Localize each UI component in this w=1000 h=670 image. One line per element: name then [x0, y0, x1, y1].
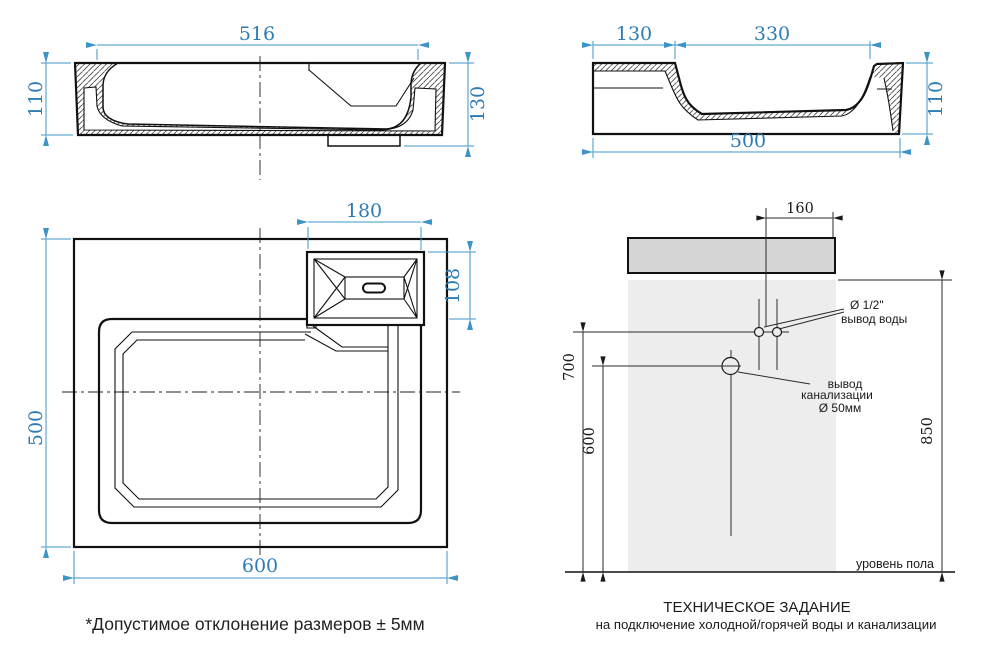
side-dim-height [902, 63, 947, 134]
plan-dim-faucet-width-value: 180 [345, 200, 383, 222]
install-water-outlet-left [755, 328, 764, 337]
install-dim-water-height-value: 700 [562, 353, 578, 381]
install-label-drain-diameter: Ø 50мм [818, 401, 862, 415]
install-dim-drain-height-value: 600 [582, 427, 598, 455]
side-dim-bowl [675, 23, 870, 59]
install-dim-faucet-offset-value: 160 [786, 201, 814, 217]
side-dim-height-value: 110 [925, 80, 947, 118]
front-dim-height-left [25, 63, 73, 135]
front-drain-boss [328, 135, 400, 146]
front-dim-width [97, 23, 418, 60]
front-dim-height-left-value: 110 [25, 80, 47, 118]
plan-basin-notch [305, 326, 388, 351]
plan-faucet-box-outer [307, 252, 424, 325]
side-dim-bowl-value: 330 [753, 23, 791, 45]
tolerance-footnote: *Допустимое отклонение размеров ± 5мм [85, 614, 425, 634]
install-label-drain-1: вывод [827, 377, 863, 391]
side-section-view [593, 23, 947, 158]
install-dim-water-height [562, 332, 583, 572]
plan-basin-inner-a [115, 326, 398, 507]
plan-dim-depth-value: 500 [25, 409, 47, 447]
install-label-floor-level: уровень пола [855, 557, 934, 571]
side-dim-width-value: 500 [729, 130, 767, 152]
install-label-drain-2: канализации [801, 388, 873, 402]
install-dim-worktop-height-value: 850 [920, 417, 936, 445]
side-shell-underside [593, 71, 893, 131]
plan-outer-rect [74, 239, 447, 547]
plan-dim-width-value: 600 [241, 555, 279, 577]
install-dim-drain-height [582, 366, 603, 572]
install-subtitle: на подключение холодной/горячей воды и канализации [595, 617, 937, 632]
plan-faucet-box-floor [345, 277, 404, 299]
install-title: ТЕХНИЧЕСКОЕ ЗАДАНИЕ [663, 599, 851, 616]
plan-view [25, 200, 476, 584]
front-dim-height-right-value: 130 [467, 85, 489, 123]
plan-dim-faucet-depth-value: 108 [442, 267, 464, 305]
front-section-view [25, 23, 489, 180]
installation-diagram [562, 201, 955, 632]
plan-dim-faucet-depth [428, 252, 476, 319]
plan-faucet-box-slopes [314, 259, 417, 318]
install-label-water-diameter: Ø 1/2" [850, 298, 884, 312]
install-label-water-outlet: вывод воды [841, 312, 908, 326]
install-dim-faucet-offset [766, 201, 833, 237]
plan-basin-inner-b [123, 326, 388, 499]
side-shell-hatch [593, 63, 903, 134]
side-outline [593, 63, 903, 134]
install-wall [628, 280, 836, 572]
side-dim-deck-value: 130 [615, 23, 653, 45]
front-basin-surface [103, 63, 421, 129]
plan-dim-width [74, 551, 447, 584]
side-apron-edge [593, 88, 892, 89]
install-worktop [628, 238, 835, 273]
plan-overflow-slot [363, 284, 385, 293]
side-dim-deck [593, 23, 675, 59]
plan-dim-depth [25, 239, 71, 547]
plan-dim-faucet-width [308, 200, 421, 250]
front-faucet-recess [309, 63, 414, 106]
front-dim-width-value: 516 [238, 23, 276, 45]
